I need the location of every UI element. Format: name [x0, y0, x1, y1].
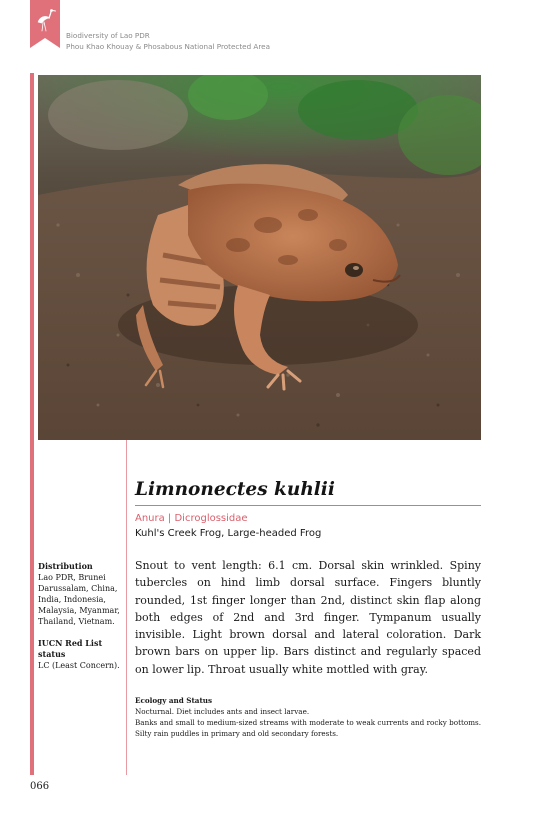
crane-bird-icon — [30, 0, 60, 48]
species-photo — [38, 75, 481, 440]
page-number: 066 — [30, 781, 50, 792]
bookmark-tab — [30, 0, 60, 48]
species-scientific-name: Limnonectes kuhlii — [135, 479, 335, 500]
species-taxonomy: Anura | Dicroglossidae — [135, 513, 248, 524]
ecology-text — [135, 706, 481, 739]
iucn-text: LC (Least Concern). — [38, 661, 120, 670]
accent-bar — [30, 73, 34, 775]
iucn-heading: IUCN Red List status — [38, 638, 103, 659]
ecology-line: Nocturnal. Diet includes ants and insect larvae. — [135, 707, 310, 716]
sidebar — [38, 561, 124, 671]
title-underline — [135, 505, 481, 506]
species-common-names: Kuhl's Creek Frog, Large-headed Frog — [135, 528, 322, 539]
ecology-line: Banks and small to medium-sized streams with moderate to weak currents and rocky bottoms. Silty rain puddles in primary and old secondary forests. — [135, 718, 481, 738]
ecology-heading: Ecology and Status — [135, 696, 213, 705]
column-divider — [126, 440, 127, 775]
header-title: Biodiversity of Lao PDR — [66, 31, 150, 40]
distribution-heading: Distribution — [38, 561, 93, 571]
distribution-text: Lao PDR, Brunei Darussalam, China, India, Indonesia, Malaysia, Myanmar, Thailand, Vietnam. — [38, 573, 120, 626]
running-header — [66, 30, 270, 52]
header-subtitle: Phou Khao Khouay & Phosabous National Protected Area — [66, 42, 270, 51]
species-description: Snout to vent length: 6.1 cm. Dorsal skin wrinkled. Spiny tubercles on hind limb dorsal surface. Fingers bluntly rounded, 1st finger longer than 2nd, distinct skin flap along both edges of 2nd and 3rd finger. Tympanum usually invisible. Light brown dorsal and lateral coloration. Dark brown bars on upper lip. Bars distinct and regularly spaced on lower lip. Throat usually white mottled with gray. — [135, 559, 481, 676]
